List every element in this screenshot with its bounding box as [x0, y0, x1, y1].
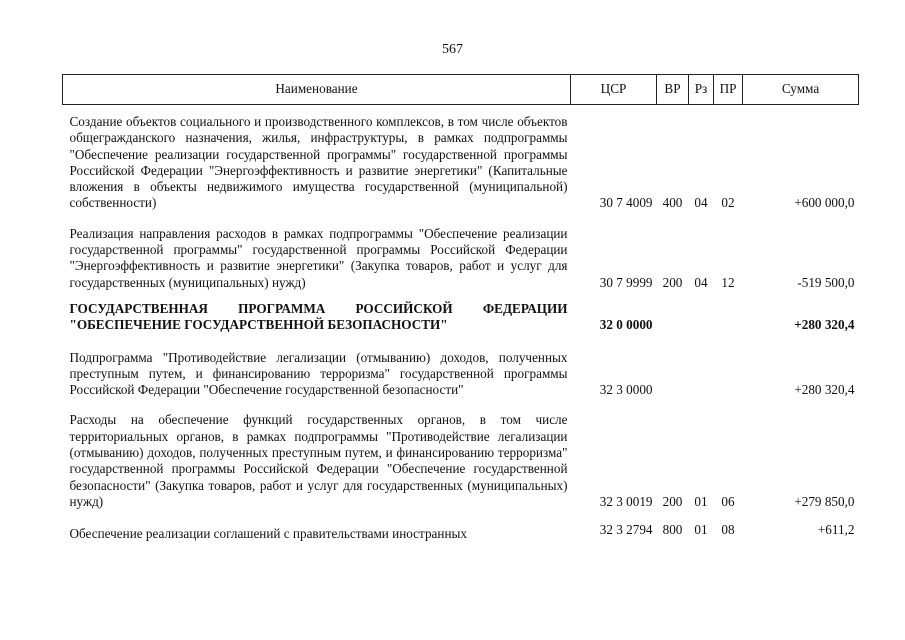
- row-csr: 32 3 2794: [599, 522, 653, 538]
- row-vr: [657, 296, 689, 341]
- row-vr: 800: [662, 522, 683, 538]
- row-rz: 04: [694, 195, 708, 211]
- header-name: Наименование: [63, 75, 571, 105]
- row-rz: [689, 341, 714, 406]
- table-header-row: [63, 75, 859, 105]
- row-sum: -519 500,0: [797, 274, 855, 290]
- row-pr: [714, 341, 743, 406]
- row-rz: 01: [694, 493, 708, 509]
- row-pr: 12: [721, 274, 735, 290]
- table-row: [63, 405, 859, 516]
- row-pr: 02: [721, 195, 735, 211]
- row-rz: [689, 296, 714, 341]
- row-vr: 400: [662, 195, 683, 211]
- header-vr: ВР: [657, 75, 689, 105]
- row-sum: +611,2: [817, 522, 855, 538]
- row-name: Создание объектов социального и производственного комплексов, в том числе объектов общегражданского назначения, жилья, инфраструктуры, в рамках подпрограммы "Обеспечение реализации государственной программы" государственной программы Российской Федерации "Энергоэффективность и развитие энергетики" (Капитальные вложения в объекты недвижимого имущества государственной (муниципальной) собственности): [69, 114, 568, 211]
- table-row: [63, 516, 859, 542]
- row-csr: 32 0 0000: [599, 317, 653, 333]
- budget-table: [62, 74, 859, 543]
- row-name: Реализация направления расходов в рамках подпрограммы "Обеспечение реализации государственной программы" государственной программы Российской Федерации "Энергоэффективность и развитие энергетики" (Закупка товаров, работ и услуг для государственных (муниципальных) нужд): [69, 225, 568, 290]
- row-csr: 32 3 0019: [599, 493, 653, 509]
- row-pr: [714, 296, 743, 341]
- row-sum: +600 000,0: [794, 195, 855, 211]
- page-number: 567: [442, 42, 463, 57]
- row-rz: 04: [694, 274, 708, 290]
- table-row-program: [63, 296, 859, 341]
- row-csr: 30 7 4009: [599, 195, 653, 211]
- row-vr: 200: [662, 274, 683, 290]
- row-sum: +279 850,0: [794, 493, 855, 509]
- row-pr: 06: [721, 493, 735, 509]
- row-name: Подпрограмма "Противодействие легализации (отмыванию) доходов, полученных преступным путем, и финансированию терроризма" государственной программы Российской Федерации "Обеспечение государственной безопасности": [69, 349, 568, 398]
- header-sum: Сумма: [743, 75, 859, 105]
- row-csr: 30 7 9999: [599, 274, 653, 290]
- row-pr: 08: [721, 522, 735, 538]
- row-name: Обеспечение реализации соглашений с правительствами иностранных: [69, 526, 467, 542]
- row-sum: +280 320,4: [794, 382, 855, 398]
- row-rz: 01: [694, 522, 708, 538]
- header-csr: ЦСР: [571, 75, 657, 105]
- row-name: ГОСУДАРСТВЕННАЯ ПРОГРАММА РОССИЙСКОЙ ФЕДЕРАЦИИ "ОБЕСПЕЧЕНИЕ ГОСУДАРСТВЕННОЙ БЕЗОПАСНОСТИ": [69, 300, 568, 333]
- header-rz: Рз: [689, 75, 714, 105]
- row-vr: [657, 341, 689, 406]
- row-name: Расходы на обеспечение функций государственных органов, в том числе территориальных органов, в рамках подпрограммы "Противодействие легализации (отмыванию) доходов, полученных преступным путем, и финансированию терроризма" государственной программы Российской Федерации "Обеспечение государственной безопасности" (Закупка товаров, работ и услуг для государственных (муниципальных) нужд): [69, 412, 568, 509]
- table-row: [63, 105, 859, 219]
- row-sum: +280 320,4: [794, 317, 855, 333]
- header-pr: ПР: [714, 75, 743, 105]
- row-vr: 200: [662, 493, 683, 509]
- row-csr: 32 3 0000: [599, 382, 653, 398]
- table-row: [63, 219, 859, 296]
- table-row: [63, 341, 859, 406]
